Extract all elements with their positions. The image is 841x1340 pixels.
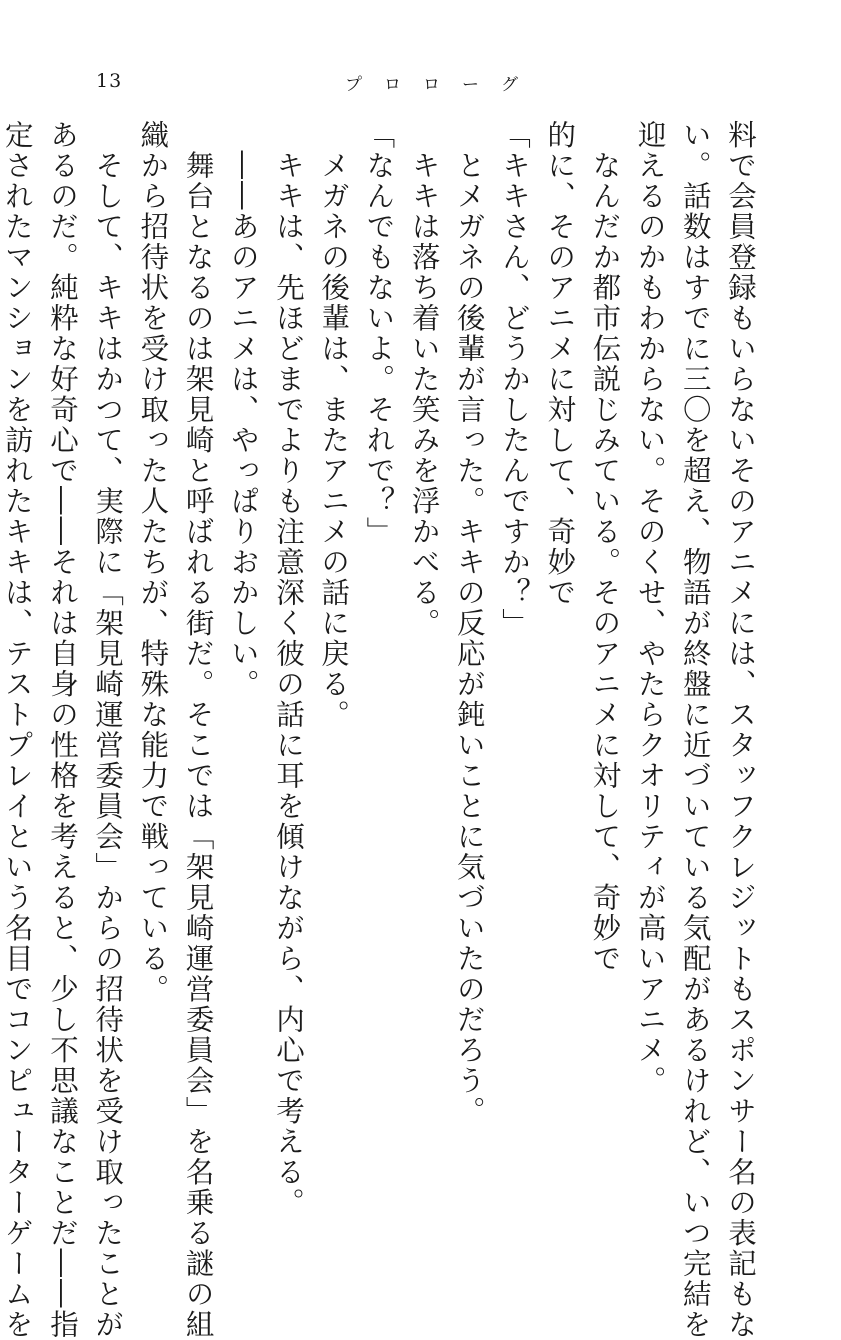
text-line: あるのだ。純粋な好奇心で――それは自身の性格を考えると、少し不思議なことだ――指 <box>45 120 79 1340</box>
text-line <box>537 120 582 1130</box>
text-line: 「キキさん、どうかしたんですか？」 <box>497 120 531 639</box>
text-line: 「なんでもないよ。それで？」 <box>362 120 396 547</box>
text-line: キキは落ち着いた笑みを浮かべる。 <box>407 120 441 639</box>
text-line: 織から招待状を受け取った人たちが、特殊な能力で戦っている。 <box>136 120 170 1005</box>
text-line-with-ruby <box>582 120 627 1130</box>
text-line: キキは、先ほどまでよりも注意深く彼の話に耳を傾けながら、内心で考える。 <box>271 120 305 1218</box>
text-line: 舞台となるのは架見崎と呼ばれる街だ。そこでは「架見崎運営委員会」を名乗る謎の組 <box>181 120 215 1340</box>
running-head: プロローグ <box>345 75 540 95</box>
text-line: ――あのアニメは、やっぱりおかしい。 <box>226 120 260 700</box>
text-line: そして、キキはかつて、実際に「架見崎運営委員会」からの招待状を受け取ったことが <box>91 120 125 1340</box>
text-line: 迎えるのかもわからない。そのくせ、やたらクオリティが高いアニメ。 <box>633 120 667 1096</box>
text-segment: なんだか都市伝説じみている。そのアニメに対して、奇妙で <box>588 120 622 974</box>
text-line: 料で会員登録もいらないそのアニメには、スタッフクレジットもスポンサー名の表記もな <box>724 120 757 1340</box>
text-segment: 的に、そのアニメに対して、奇妙で <box>543 120 577 608</box>
body-text <box>0 120 763 1340</box>
text-line: メガネの後輩は、またアニメの話に戻る。 <box>317 120 351 730</box>
text-line: 定されたマンションを訪れたキキは、テストプレイという名目でコンピューターゲームを <box>0 120 34 1340</box>
text-line: とメガネの後輩が言った。キキの反応が鈍いことに気づいたのだろう。 <box>452 120 486 1127</box>
text-line: い。話数はすでに三〇を超え、物語が終盤に近づいている気配があるけれど、いつ完結を <box>678 120 712 1340</box>
page-number: 13 <box>96 70 123 92</box>
